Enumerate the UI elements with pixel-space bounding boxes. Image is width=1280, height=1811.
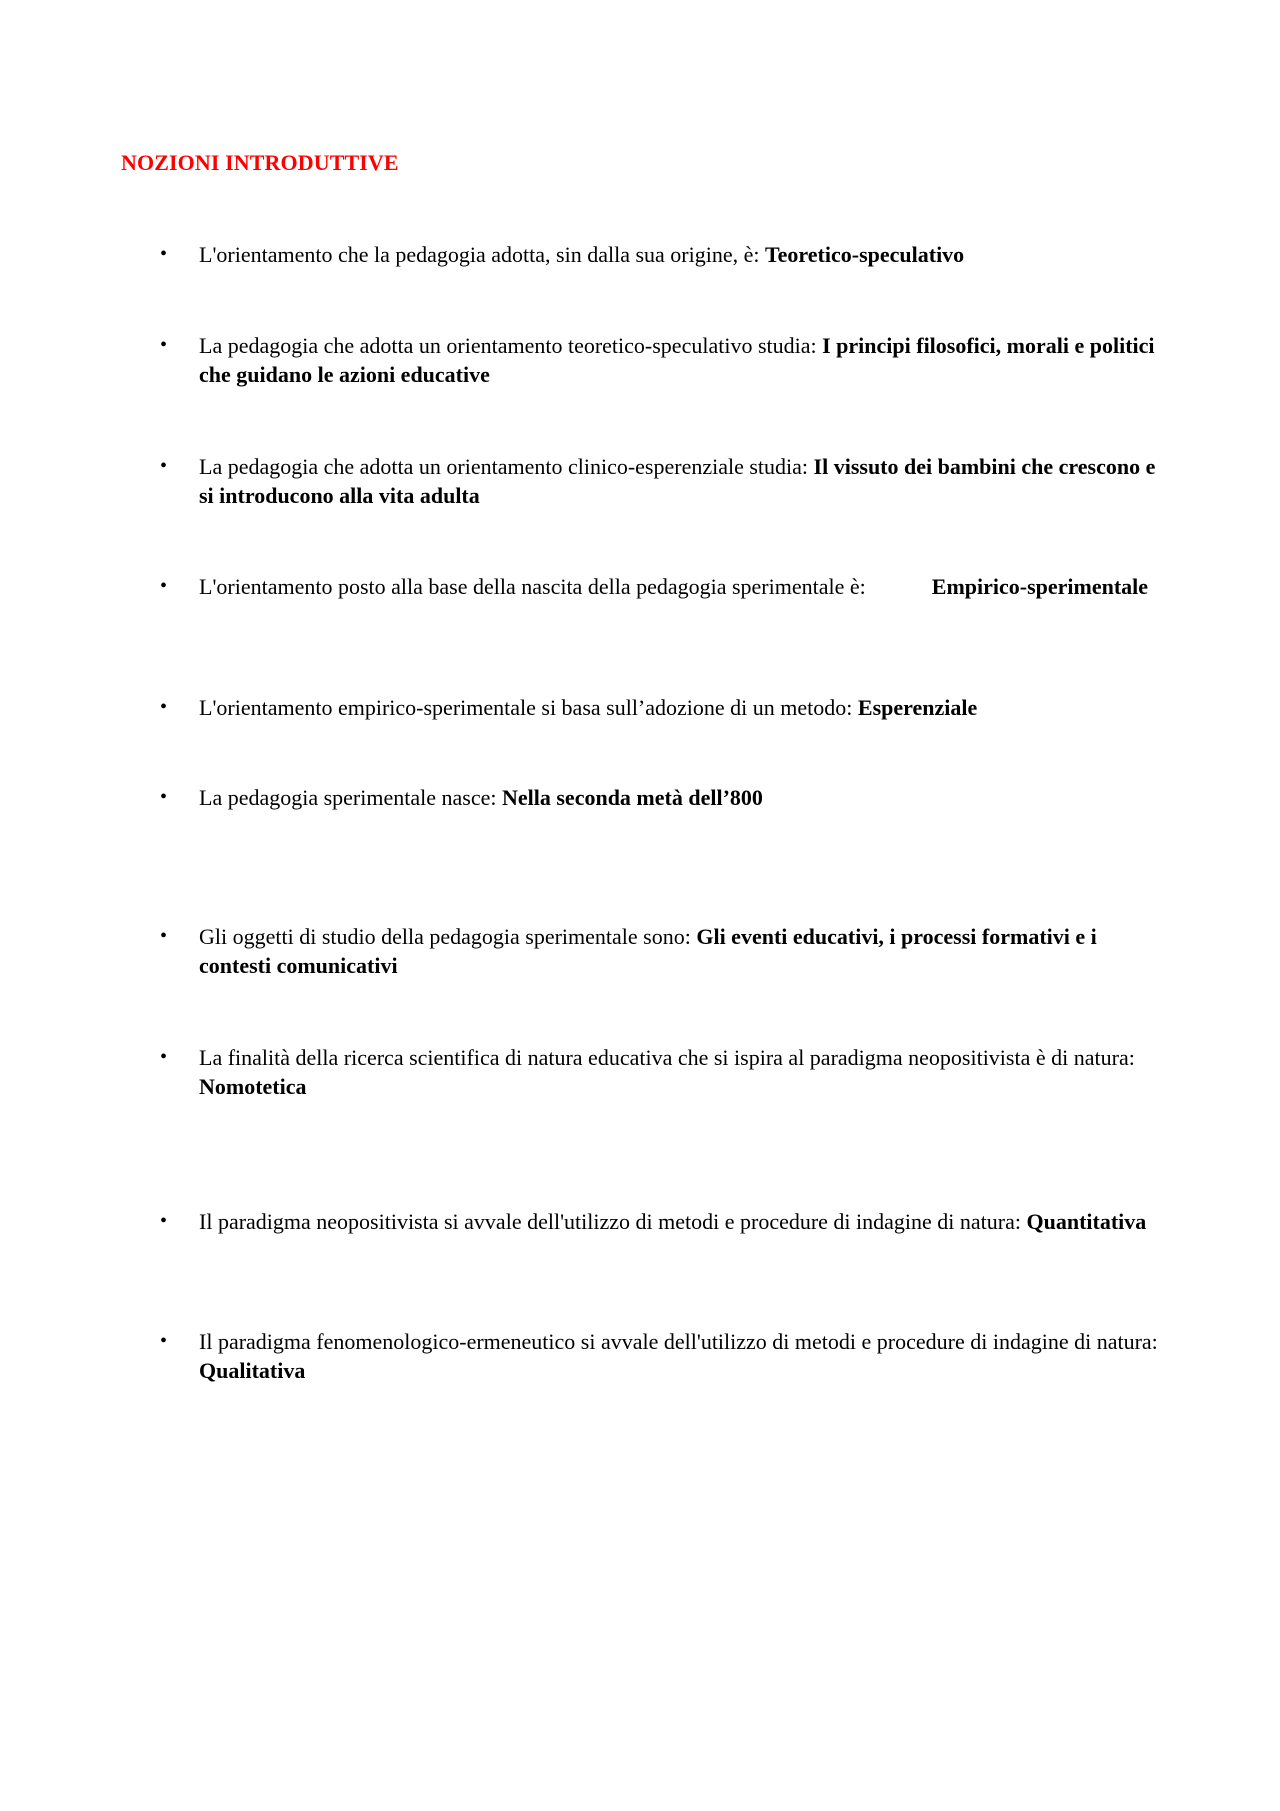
item-answer: Gli eventi educativi, i processi formativi e i contesti comunicativi xyxy=(199,924,1097,978)
bullet: • xyxy=(160,786,168,808)
item-answer: Il vissuto dei bambini che crescono e si introducono alla vita adulta xyxy=(199,454,1156,508)
item-answer: I principi filosofici, morali e politici che guidano le azioni educative xyxy=(199,333,1155,387)
item-answer: Nella seconda metà dell’800 xyxy=(501,785,763,810)
item-question: L'orientamento posto alla base della nascita della pedagogia sperimentale è: xyxy=(199,574,932,599)
item-answer: Quantitativa xyxy=(1026,1209,1147,1234)
item-text xyxy=(199,922,1160,980)
item-text xyxy=(199,1327,1175,1385)
item-question: La finalità della ricerca scientifica di natura educativa che si ispira al paradigma neopositivista è di natura: xyxy=(199,1045,1146,1070)
item-question: La pedagogia che adotta un orientamento clinico-esperenziale studia: xyxy=(199,454,814,479)
item-answer: Nomotetica xyxy=(199,1074,307,1099)
item-answer: Qualitativa xyxy=(199,1358,306,1383)
item-question: Il paradigma fenomenologico-ermeneutico si avvale dell'utilizzo di metodi e procedure di indagine di natura: xyxy=(199,1329,1175,1354)
item-text xyxy=(199,331,1160,389)
item-question: L'orientamento empirico-sperimentale si basa sull’adozione di un metodo: xyxy=(199,695,858,720)
item-answer: Teoretico-speculativo xyxy=(764,242,965,267)
bullet: • xyxy=(160,1210,168,1232)
bullet: • xyxy=(160,1046,168,1068)
item-text xyxy=(199,240,1160,269)
item-answer: Empirico-sperimentale xyxy=(931,574,1149,599)
bullet: • xyxy=(160,334,168,356)
bullet: • xyxy=(160,575,168,597)
bullet: • xyxy=(160,243,168,265)
item-text xyxy=(199,693,1160,722)
item-question: L'orientamento che la pedagogia adotta, sin dalla sua origine, è: xyxy=(199,242,765,267)
item-question: La pedagogia che adotta un orientamento teoretico-speculativo studia: xyxy=(199,333,823,358)
bullet: • xyxy=(160,925,168,947)
item-text xyxy=(199,572,1160,601)
item-text xyxy=(199,783,1160,812)
item-answer: Esperenziale xyxy=(857,695,978,720)
item-question: Il paradigma neopositivista si avvale dell'utilizzo di metodi e procedure di indagine di natura: xyxy=(199,1209,1027,1234)
item-text xyxy=(199,1043,1160,1101)
bullet: • xyxy=(160,696,168,718)
item-text xyxy=(199,1207,1160,1236)
bullet: • xyxy=(160,1330,168,1352)
item-question: La pedagogia sperimentale nasce: xyxy=(199,785,502,810)
bullet: • xyxy=(160,455,168,477)
page-title: NOZIONI INTRODUTTIVE xyxy=(121,150,399,175)
item-text xyxy=(199,452,1160,510)
item-question: Gli oggetti di studio della pedagogia sperimentale sono: xyxy=(199,924,697,949)
